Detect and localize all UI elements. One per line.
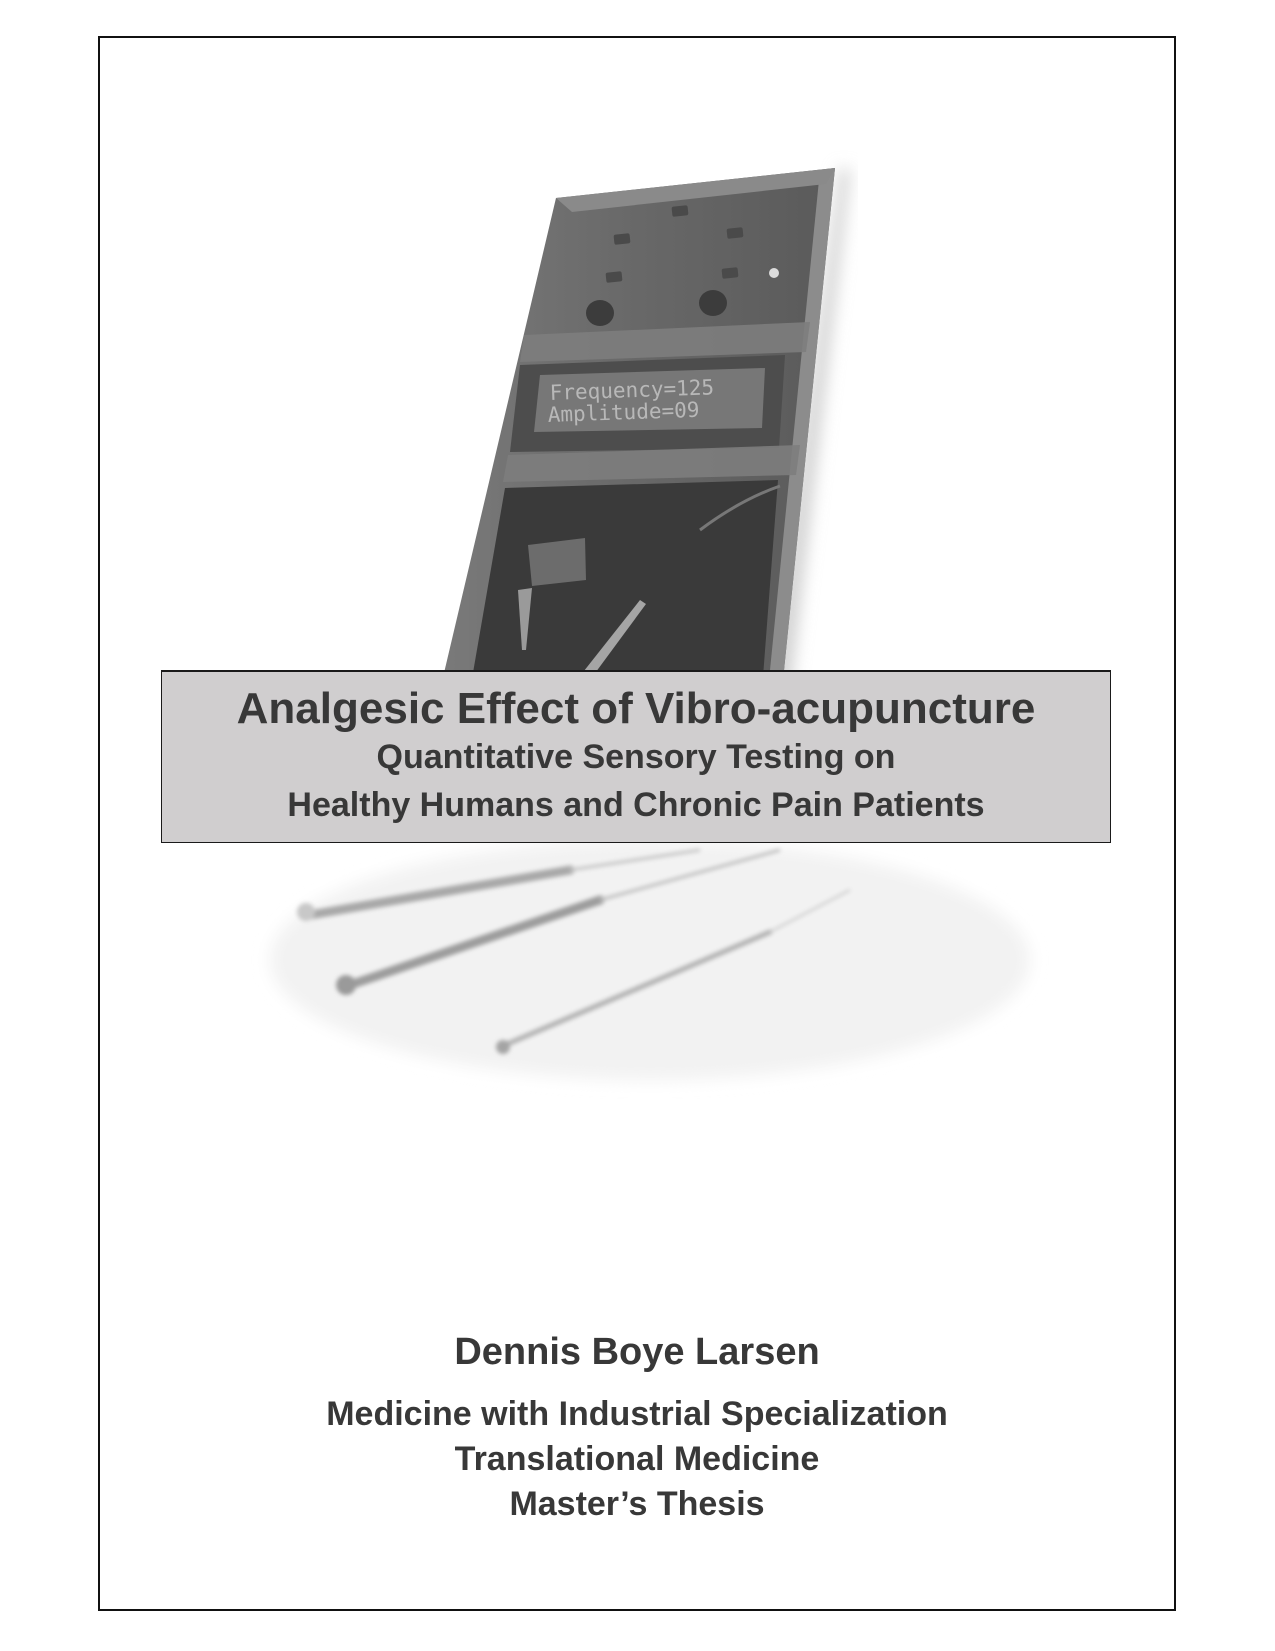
vibration-device [440,168,835,690]
thesis-title: Analgesic Effect of Vibro-acupuncture [236,684,1036,733]
program-info [98,1392,1176,1527]
author-name: Dennis Boye Larsen [454,1331,820,1373]
device-display-line2: Amplitude=09 [547,397,700,427]
program-line-education: Medicine with Industrial Specialization [326,1395,948,1433]
thesis-subtitle-line-2: Healthy Humans and Chronic Pain Patients [287,786,985,824]
program-line-specialization: Translational Medicine [454,1440,820,1478]
program-line-degree: Master’s Thesis [509,1485,765,1523]
thesis-subtitle-line-1: Quantitative Sensory Testing on [376,738,896,776]
author-block [98,1330,1176,1527]
title-box [161,670,1111,843]
device-display-line1: Frequency=125 [549,375,715,405]
